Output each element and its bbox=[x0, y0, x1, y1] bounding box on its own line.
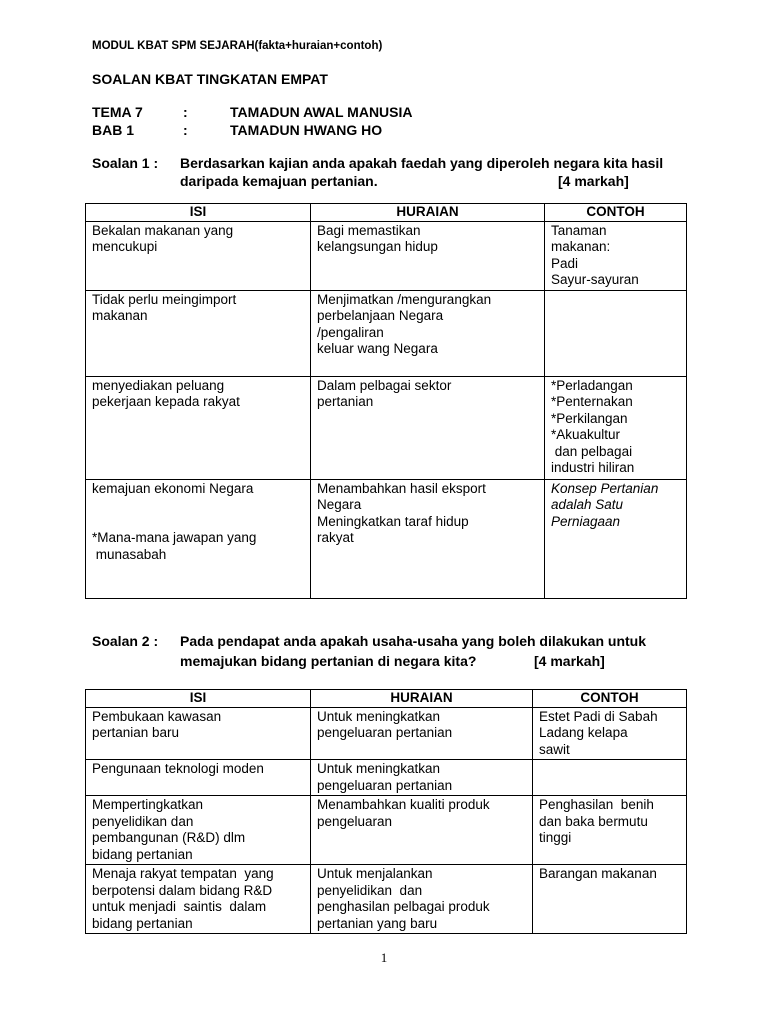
cell-line: Untuk meningkatkan bbox=[317, 708, 441, 724]
cell-line: Estet Padi di Sabah bbox=[539, 708, 658, 724]
cell-line: Padi bbox=[551, 255, 579, 271]
table-row bbox=[86, 290, 687, 376]
column-header-isi: ISI bbox=[86, 204, 311, 222]
column-header-isi: ISI bbox=[86, 690, 311, 708]
cell-contoh bbox=[545, 290, 687, 376]
cell-line: Meningkatkan taraf hidup bbox=[317, 513, 469, 529]
cell-line: dan baka bermutu bbox=[539, 813, 648, 829]
cell-line: berpotensi dalam bidang R&D bbox=[92, 882, 273, 898]
cell-line: Barangan makanan bbox=[539, 866, 657, 881]
cell-line: sawit bbox=[539, 741, 570, 757]
table-row bbox=[86, 760, 687, 796]
table-row bbox=[86, 221, 687, 290]
cell-line: penghasilan pelbagai produk bbox=[317, 899, 490, 914]
cell-contoh bbox=[545, 376, 687, 479]
question-1 bbox=[92, 154, 732, 194]
cell-line: Menambahkan kualiti produk bbox=[317, 797, 490, 812]
cell-line: mencukupi bbox=[92, 239, 158, 254]
question-1-line2: daripada kemajuan pertanian. bbox=[180, 173, 378, 189]
bab-colon: : bbox=[183, 122, 188, 138]
cell-huraian bbox=[311, 865, 533, 934]
column-header-contoh: CONTOH bbox=[545, 204, 687, 222]
bab-key: BAB 1 bbox=[92, 122, 135, 138]
question-2-line2: memajukan bidang pertanian di negara kita? bbox=[180, 653, 477, 669]
cell-huraian bbox=[311, 796, 533, 865]
table-row bbox=[86, 865, 687, 934]
column-header-huraian: HURAIAN bbox=[311, 204, 545, 222]
column-header-contoh: CONTOH bbox=[533, 690, 687, 708]
cell-line: pengeluaran bbox=[317, 813, 393, 829]
cell-line: Untuk menjalankan bbox=[317, 866, 433, 881]
cell-line: *Mana-mana jawapan yang bbox=[92, 530, 257, 545]
cell-line: *Perkilangan bbox=[551, 410, 628, 426]
table-row bbox=[86, 479, 687, 598]
cell-line: kelangsungan hidup bbox=[317, 239, 438, 254]
cell-huraian bbox=[311, 760, 533, 796]
question-1-text bbox=[180, 154, 732, 190]
table-header-row bbox=[86, 690, 687, 708]
cell-huraian bbox=[311, 707, 533, 760]
table-header-row bbox=[86, 204, 687, 222]
cell-line: pertanian bbox=[317, 394, 374, 409]
cell-line: Dalam pelbagai sektor bbox=[317, 377, 452, 393]
cell-isi bbox=[86, 376, 311, 479]
cell-line: adalah Satu bbox=[551, 497, 624, 512]
cell-line: bidang pertanian bbox=[92, 915, 193, 931]
question-2-label: Soalan 2 : bbox=[92, 633, 159, 649]
cell-line: Mempertingkatkan bbox=[92, 797, 204, 812]
tema-colon: : bbox=[183, 104, 188, 120]
question-2-text bbox=[180, 632, 732, 670]
cell-line: keluar wang Negara bbox=[317, 341, 438, 356]
cell-line: Perniagaan bbox=[551, 513, 621, 529]
cell-line: Penghasilan benih bbox=[539, 797, 654, 812]
cell-contoh bbox=[533, 796, 687, 865]
cell-contoh bbox=[545, 479, 687, 598]
cell-line: perbelanjaan Negara bbox=[317, 308, 444, 323]
cell-line: *Penternakan bbox=[551, 394, 633, 409]
cell-line: makanan: bbox=[551, 239, 611, 254]
question-1-table bbox=[85, 203, 687, 599]
cell-line: untuk menjadi saintis dalam bbox=[92, 899, 267, 914]
table-row bbox=[86, 376, 687, 479]
cell-line: bidang pertanian bbox=[92, 846, 193, 862]
cell-line: dan pelbagai bbox=[551, 443, 633, 459]
cell-huraian bbox=[311, 290, 545, 376]
cell-line: pertanian yang baru bbox=[317, 915, 438, 931]
cell-line: Tidak perlu meingimport bbox=[92, 291, 237, 307]
cell-line: pengeluaran pertanian bbox=[317, 725, 453, 740]
cell-line: tinggi bbox=[539, 830, 572, 845]
cell-line: rakyat bbox=[317, 530, 354, 545]
cell-line: munasabah bbox=[92, 546, 167, 562]
question-2 bbox=[92, 632, 732, 672]
cell-line bbox=[92, 514, 304, 531]
cell-contoh bbox=[545, 221, 687, 290]
cell-isi bbox=[86, 221, 311, 290]
cell-line: Menjimatkan /mengurangkan bbox=[317, 291, 492, 307]
cell-line: Bagi memastikan bbox=[317, 222, 421, 238]
cell-contoh bbox=[533, 865, 687, 934]
tema-value: TAMADUN AWAL MANUSIA bbox=[230, 104, 413, 120]
cell-line: Pembukaan kawasan bbox=[92, 708, 222, 724]
question-2-marks: [4 markah] bbox=[534, 653, 605, 669]
cell-contoh bbox=[533, 760, 687, 796]
cell-line: penyelidikan dan bbox=[92, 813, 194, 829]
question-2-table bbox=[85, 689, 687, 934]
cell-isi bbox=[86, 290, 311, 376]
module-header: MODUL KBAT SPM SEJARAH(fakta+huraian+contoh) bbox=[92, 40, 383, 52]
cell-line: pekerjaan kepada rakyat bbox=[92, 394, 240, 409]
cell-huraian bbox=[311, 479, 545, 598]
cell-line: pembangunan (R&D) dlm bbox=[92, 830, 246, 845]
cell-line: penyelidikan dan bbox=[317, 882, 423, 898]
tema-key: TEMA 7 bbox=[92, 104, 143, 120]
cell-line: Sayur-sayuran bbox=[551, 272, 639, 287]
question-1-label: Soalan 1 : bbox=[92, 155, 159, 171]
cell-huraian bbox=[311, 376, 545, 479]
question-2-line1: Pada pendapat anda apakah usaha-usaha yang boleh dilakukan untuk bbox=[180, 633, 647, 649]
cell-line: Menaja rakyat tempatan yang bbox=[92, 866, 274, 881]
cell-line: Pengunaan teknologi moden bbox=[92, 761, 264, 776]
bab-value: TAMADUN HWANG HO bbox=[230, 122, 383, 138]
cell-line: kemajuan ekonomi Negara bbox=[92, 480, 254, 496]
page-number: 1 bbox=[380, 950, 388, 965]
page-title: SOALAN KBAT TINGKATAN EMPAT bbox=[92, 71, 328, 87]
cell-line: pertanian baru bbox=[92, 725, 180, 740]
cell-huraian bbox=[311, 221, 545, 290]
cell-line bbox=[92, 497, 304, 514]
cell-line: Negara bbox=[317, 497, 362, 512]
cell-isi bbox=[86, 707, 311, 760]
column-header-huraian: HURAIAN bbox=[311, 690, 533, 708]
cell-isi bbox=[86, 479, 311, 598]
table-row bbox=[86, 707, 687, 760]
cell-line: menyediakan peluang bbox=[92, 377, 225, 393]
cell-line: *Perladangan bbox=[551, 377, 633, 393]
question-1-marks: [4 markah] bbox=[558, 173, 629, 189]
cell-line: Tanaman bbox=[551, 222, 607, 238]
cell-line: /pengaliran bbox=[317, 324, 384, 340]
cell-line: makanan bbox=[92, 308, 148, 323]
table-row bbox=[86, 796, 687, 865]
cell-contoh bbox=[533, 707, 687, 760]
cell-line: Menambahkan hasil eksport bbox=[317, 480, 486, 496]
cell-line: industri hiliran bbox=[551, 460, 635, 475]
cell-line: *Akuakultur bbox=[551, 427, 621, 442]
cell-line: pengeluaran pertanian bbox=[317, 777, 453, 793]
question-1-line1: Berdasarkan kajian anda apakah faedah yang diperoleh negara kita hasil bbox=[180, 155, 664, 171]
cell-line: Konsep Pertanian bbox=[551, 480, 659, 496]
cell-line: Bekalan makanan yang bbox=[92, 222, 234, 238]
cell-line: Untuk meningkatkan bbox=[317, 761, 441, 776]
bab-row bbox=[92, 122, 382, 138]
tema-row bbox=[92, 104, 413, 120]
cell-isi bbox=[86, 796, 311, 865]
cell-isi bbox=[86, 760, 311, 796]
cell-line: Ladang kelapa bbox=[539, 725, 628, 740]
cell-isi bbox=[86, 865, 311, 934]
